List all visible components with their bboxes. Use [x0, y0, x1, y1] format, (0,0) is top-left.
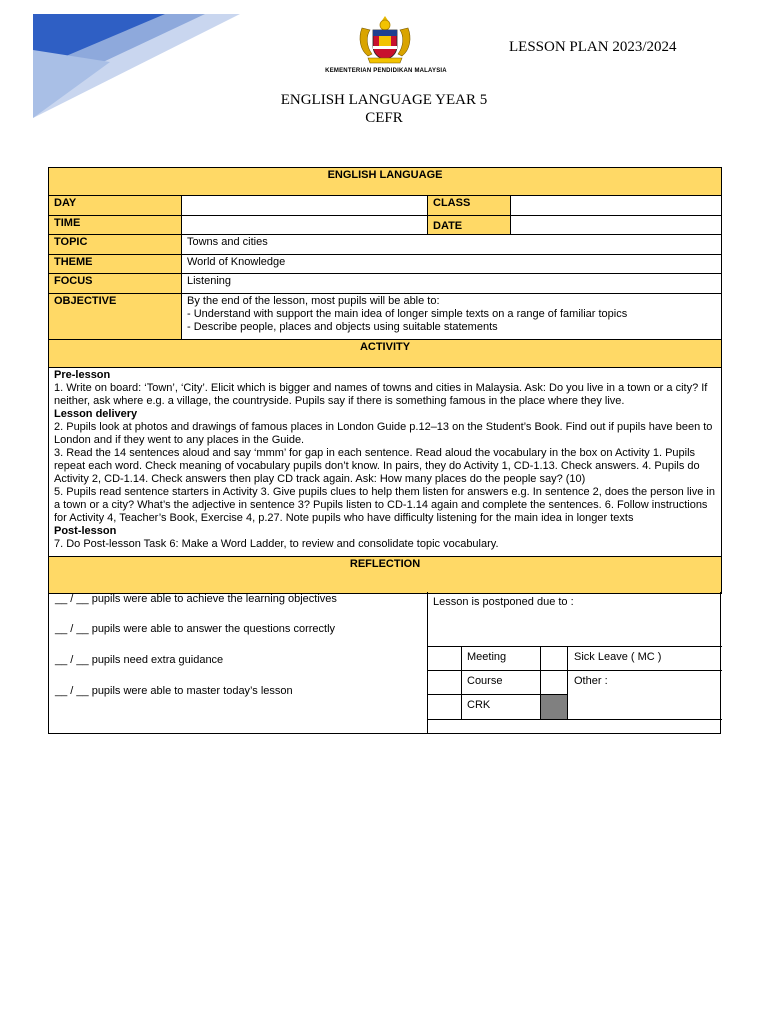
post-lesson-text: 7. Do Post-lesson Task 6: Make a Word Ladder, to review and consolidate topic vocabulary.	[54, 538, 499, 550]
topic-label: TOPIC	[49, 235, 182, 255]
pre-lesson-heading: Pre-lesson	[54, 369, 111, 381]
other-option: Other :	[574, 675, 608, 687]
reflection-line: __ / __ pupils need extra guidance	[55, 654, 224, 666]
class-label: CLASS	[428, 196, 511, 216]
objective-label: OBJECTIVE	[49, 294, 182, 340]
topic-value: Towns and cities	[182, 235, 722, 255]
reflection-line: __ / __ pupils were able to achieve the learning objectives	[55, 593, 337, 605]
lesson-plan-table	[48, 167, 722, 594]
document-title: ENGLISH LANGUAGE YEAR 5	[280, 92, 488, 108]
objective-line: - Understand with support the main idea of longer simple texts on a range of familiar topics	[187, 308, 628, 320]
table-heading: ENGLISH LANGUAGE	[49, 168, 722, 196]
theme-value: World of Knowledge	[182, 255, 722, 274]
objective-line: - Describe people, places and objects using suitable statements	[187, 321, 498, 333]
activity-heading: ACTIVITY	[49, 340, 722, 368]
reflection-heading: REFLECTION	[49, 557, 722, 594]
reflection-line: __ / __ pupils were able to master today’s lesson	[55, 685, 293, 697]
pre-lesson-text: 1. Write on board: ‘Town’, ‘City’. Elicit which is bigger and names of towns and cities in Malaysia. Ask: Do you live in a town or a city? If neither, ask where e.g. a village, the countryside. Pupils say if there is something famous in the place where they live.	[54, 382, 708, 407]
meeting-option: Meeting	[467, 651, 507, 663]
activity-content	[49, 368, 722, 557]
focus-label: FOCUS	[49, 274, 182, 294]
postponed-label: Lesson is postponed due to :	[433, 596, 574, 608]
day-label: DAY	[49, 196, 182, 216]
class-value[interactable]	[511, 196, 722, 216]
coat-of-arms-logo	[354, 14, 416, 66]
focus-value: Listening	[182, 274, 722, 294]
reflection-line: __ / __ pupils were able to answer the questions correctly	[55, 623, 336, 635]
date-label: DATE	[428, 216, 511, 235]
time-label: TIME	[49, 216, 182, 235]
ministry-caption: KEMENTERIAN PENDIDIKAN MALAYSIA	[325, 68, 447, 74]
crk-shaded-cell	[541, 695, 567, 719]
post-lesson-heading: Post-lesson	[54, 525, 117, 537]
date-value[interactable]	[511, 216, 722, 235]
time-value[interactable]	[182, 216, 428, 235]
objective-line: By the end of the lesson, most pupils will be able to:	[187, 295, 440, 307]
course-option: Course	[467, 675, 503, 687]
lesson-plan-label: LESSON PLAN 2023/2024	[509, 39, 677, 55]
lesson-delivery-step: 3. Read the 14 sentences aloud and say ‘mmm’ for gap in each sentence. Read aloud the vocabulary in the box on Activity 1. Pupils repeat each word. Check meaning of vocabulary pupils don’t know. In pairs, they do Activity 1, CD-1.13. Check answers. 4. Pupils do Activity 2, CD-1.14. Check answers then play CD track again. Ask: How many places do the people say? (10)	[54, 447, 700, 485]
lesson-delivery-step: 5. Pupils read sentence starters in Activity 3. Give pupils clues to help them listen for answers e.g. In sentence 2, does the person live in a town or a city? What’s the adjective in sentence 3? Pupils listen to CD-1.14 again and complete the sentences. 6. Follow instructions for Activity 4, Teacher’s Book, Exercise 4, p.27. Note pupils who have difficulty listening for the main idea in longer texts	[54, 486, 715, 524]
lesson-delivery-step: 2. Pupils look at photos and drawings of famous places in London Guide p.12–13 on the Student’s Book. Find out if pupils have been to London and if they went to any places in the Guide.	[54, 421, 713, 446]
sick-leave-option: Sick Leave ( MC )	[574, 651, 662, 663]
objective-value	[182, 294, 722, 340]
lesson-delivery-heading: Lesson delivery	[54, 408, 138, 420]
theme-label: THEME	[49, 255, 182, 274]
crk-option: CRK	[467, 699, 491, 711]
document-subtitle: CEFR	[365, 110, 403, 126]
day-value[interactable]	[182, 196, 428, 216]
reflection-section	[48, 592, 721, 734]
